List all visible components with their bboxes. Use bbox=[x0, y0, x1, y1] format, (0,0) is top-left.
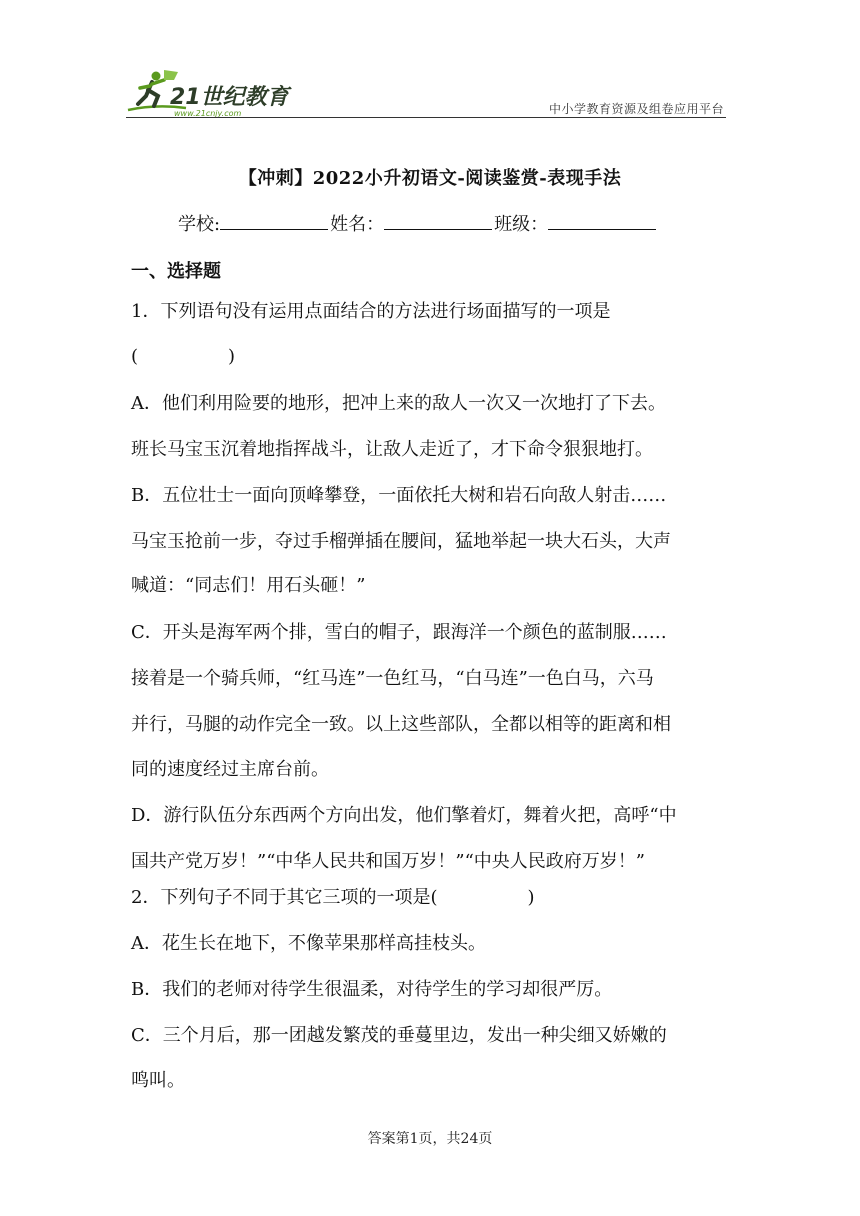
name-blank bbox=[384, 213, 492, 230]
page-footer: 答案第1页，共24页 bbox=[367, 1131, 493, 1147]
question-2-option-a: A．花生长在地下，不像苹果那样高挂枝头。 bbox=[131, 933, 486, 954]
question-2-option-c: C．三个月后，那一团越发繁茂的垂蔓里边，发出一种尖细又娇嫩的 bbox=[131, 1025, 667, 1046]
question-1-option-c-cont: 接着是一个骑兵师，“红马连”一色红马，“白马连”一色白马，六马 bbox=[131, 668, 654, 689]
question-1-option-b-cont: 马宝玉抢前一步，夺过手榴弹插在腰间，猛地举起一块大石头，大声 bbox=[131, 531, 671, 552]
page-header bbox=[126, 66, 726, 118]
question-2-option-c-cont: 鸣叫。 bbox=[131, 1070, 185, 1091]
question-2-stem: 2．下列句子不同于其它三项的一项是( ) bbox=[131, 887, 535, 908]
question-1-option-d-cont: 国共产党万岁！”“中华人民共和国万岁！”“中央人民政府万岁！” bbox=[131, 851, 646, 872]
header-divider bbox=[126, 117, 726, 118]
question-1-option-c-cont: 并行，马腿的动作完全一致。以上这些部队，全都以相等的距离和相 bbox=[131, 714, 671, 735]
name-label: 姓名： bbox=[330, 214, 385, 235]
class-blank bbox=[548, 213, 656, 230]
question-2-option-b: B．我们的老师对待学生很温柔，对待学生的学习却很严厉。 bbox=[131, 979, 613, 1000]
question-1-option-b-cont: 喊道：“同志们！用石头砸！” bbox=[131, 575, 366, 596]
school-blank bbox=[220, 213, 328, 230]
school-label: 学校: bbox=[178, 214, 221, 235]
question-1-option-a-cont: 班长马宝玉沉着地指挥战斗，让敌人走近了，才下命令狠狠地打。 bbox=[131, 439, 653, 460]
header-slogan: 中小学教育资源及组卷应用平台 bbox=[548, 102, 724, 116]
svg-text:www.21cnjy.com: www.21cnjy.com bbox=[174, 109, 242, 118]
question-1-option-d: D．游行队伍分东西两个方向出发，他们擎着灯，舞着火把，高呼“中 bbox=[131, 805, 677, 826]
question-1-option-c-cont: 同的速度经过主席台前。 bbox=[131, 759, 329, 780]
svg-text:21世纪教育: 21世纪教育 bbox=[170, 85, 289, 110]
question-1-option-a: A．他们利用险要的地形，把冲上来的敌人一次又一次地打了下去。 bbox=[131, 393, 666, 414]
question-1-option-b: B．五位壮士一面向顶峰攀登，一面依托大树和岩石向敌人射击…… bbox=[131, 485, 667, 506]
question-1-option-c: C．开头是海军两个排，雪白的帽子，跟海洋一个颜色的蓝制服…… bbox=[131, 622, 667, 643]
21cnjy-logo bbox=[126, 66, 296, 118]
class-label: 班级： bbox=[494, 214, 549, 235]
section-heading: 一、选择题 bbox=[131, 261, 221, 282]
question-1-stem: 1．下列语句没有运用点面结合的方法进行场面描写的一项是 bbox=[131, 301, 611, 322]
document-title: 【冲刺】2022小升初语文-阅读鉴赏-表现手法 bbox=[238, 168, 622, 189]
student-info-line bbox=[178, 210, 658, 236]
question-1-answer-paren: ( ) bbox=[131, 346, 236, 367]
